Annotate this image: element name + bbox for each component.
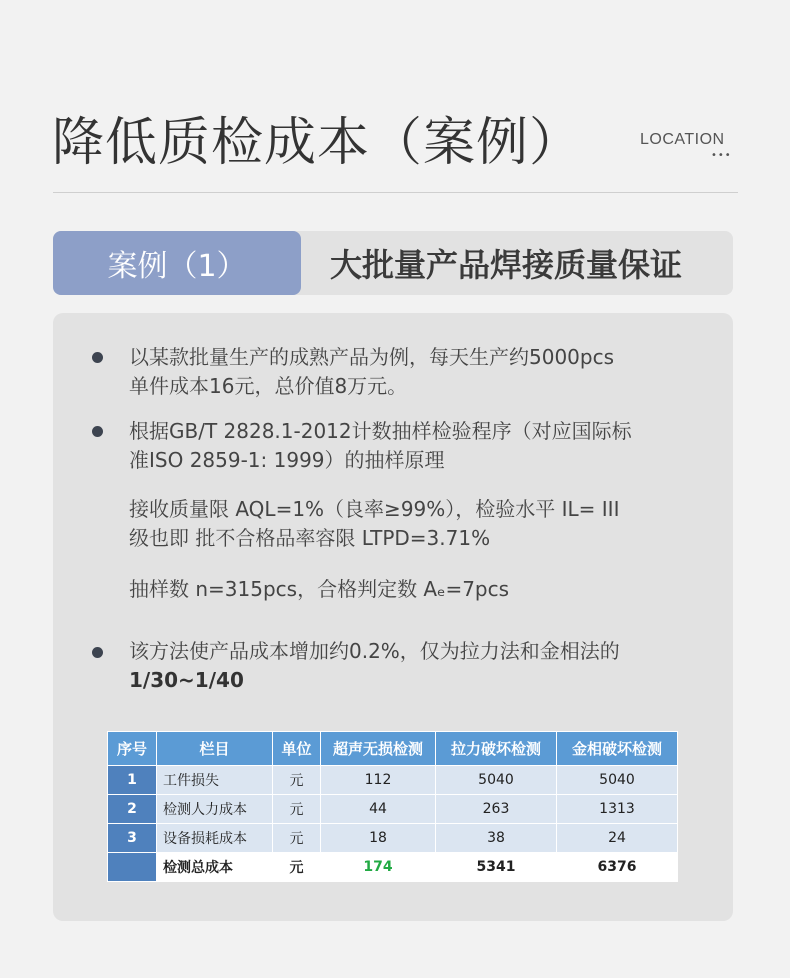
case-title: 大批量产品焊接质量保证 — [330, 246, 683, 284]
table-cell: 设备损耗成本 — [157, 824, 273, 853]
text-line: 该方法使产品成本增加约0.2%，仅为拉力法和金相法的 — [129, 639, 620, 663]
table-cell: 1 — [108, 766, 157, 795]
table-cell: 元 — [273, 824, 321, 853]
table-cell: 元 — [273, 853, 321, 882]
bullet-dot — [92, 352, 103, 363]
text-line: 级也即 批不合格品率容限 LTPD=3.71% — [129, 526, 491, 550]
bullet-dot — [92, 426, 103, 437]
text-line: 单件成本16元，总价值8万元。 — [129, 374, 408, 398]
column-header: 金相破坏检测 — [557, 732, 678, 766]
table-cell: 3 — [108, 824, 157, 853]
location-label: LOCATION — [640, 131, 725, 148]
table-row — [108, 824, 678, 853]
table-cell: 5040 — [436, 766, 557, 795]
cost-comparison-table — [107, 731, 678, 882]
table-cell: 38 — [436, 824, 557, 853]
table-cell: 检测总成本 — [157, 853, 273, 882]
table-cell: 元 — [273, 795, 321, 824]
page-title: 降低质检成本（案例） — [52, 113, 583, 173]
header-divider — [53, 192, 738, 193]
column-header: 单位 — [273, 732, 321, 766]
text-line: 根据GB/T 2828.1-2012计数抽样检验程序（对应国际标 — [129, 419, 632, 443]
table-cell: 112 — [321, 766, 436, 795]
text-line: 准ISO 2859-1: 1999）的抽样原理 — [129, 448, 445, 472]
sub-paragraph-aql — [129, 495, 689, 553]
location-dots: ••• — [711, 150, 732, 161]
table-cell: 元 — [273, 766, 321, 795]
table-cell: 检测人力成本 — [157, 795, 273, 824]
case-tag: 案例（1） — [53, 231, 301, 295]
bullet-text-2 — [129, 417, 689, 475]
text-line: 抽样数 n=315pcs，合格判定数 Aₑ=7pcs — [129, 577, 510, 601]
table-cell: 44 — [321, 795, 436, 824]
table-cell: 24 — [557, 824, 678, 853]
text-line-bold: 1/30~1/40 — [129, 668, 244, 692]
text-line: 以某款批量生产的成熟产品为例，每天生产约5000pcs — [129, 345, 615, 369]
table-cell: 5341 — [436, 853, 557, 882]
table-cell: 263 — [436, 795, 557, 824]
table-cell: 2 — [108, 795, 157, 824]
column-header: 栏目 — [157, 732, 273, 766]
table-row — [108, 795, 678, 824]
bullet-text-3 — [129, 637, 689, 695]
table-cell: 工件损失 — [157, 766, 273, 795]
table-header-row — [108, 732, 678, 766]
text-line: 接收质量限 AQL=1%（良率≥99%），检验水平 IL= III — [129, 497, 620, 521]
table-total-row — [108, 853, 678, 882]
column-header: 拉力破坏检测 — [436, 732, 557, 766]
table-cell: 18 — [321, 824, 436, 853]
table-row — [108, 766, 678, 795]
column-header: 超声无损检测 — [321, 732, 436, 766]
table-cell: 5040 — [557, 766, 678, 795]
table-cell: 6376 — [557, 853, 678, 882]
bullet-text-1 — [129, 343, 689, 401]
table-cell-highlight: 174 — [321, 853, 436, 882]
bullet-dot — [92, 647, 103, 658]
column-header: 序号 — [108, 732, 157, 766]
table-cell: 1313 — [557, 795, 678, 824]
sub-paragraph-sample — [129, 575, 689, 604]
table-cell — [108, 853, 157, 882]
